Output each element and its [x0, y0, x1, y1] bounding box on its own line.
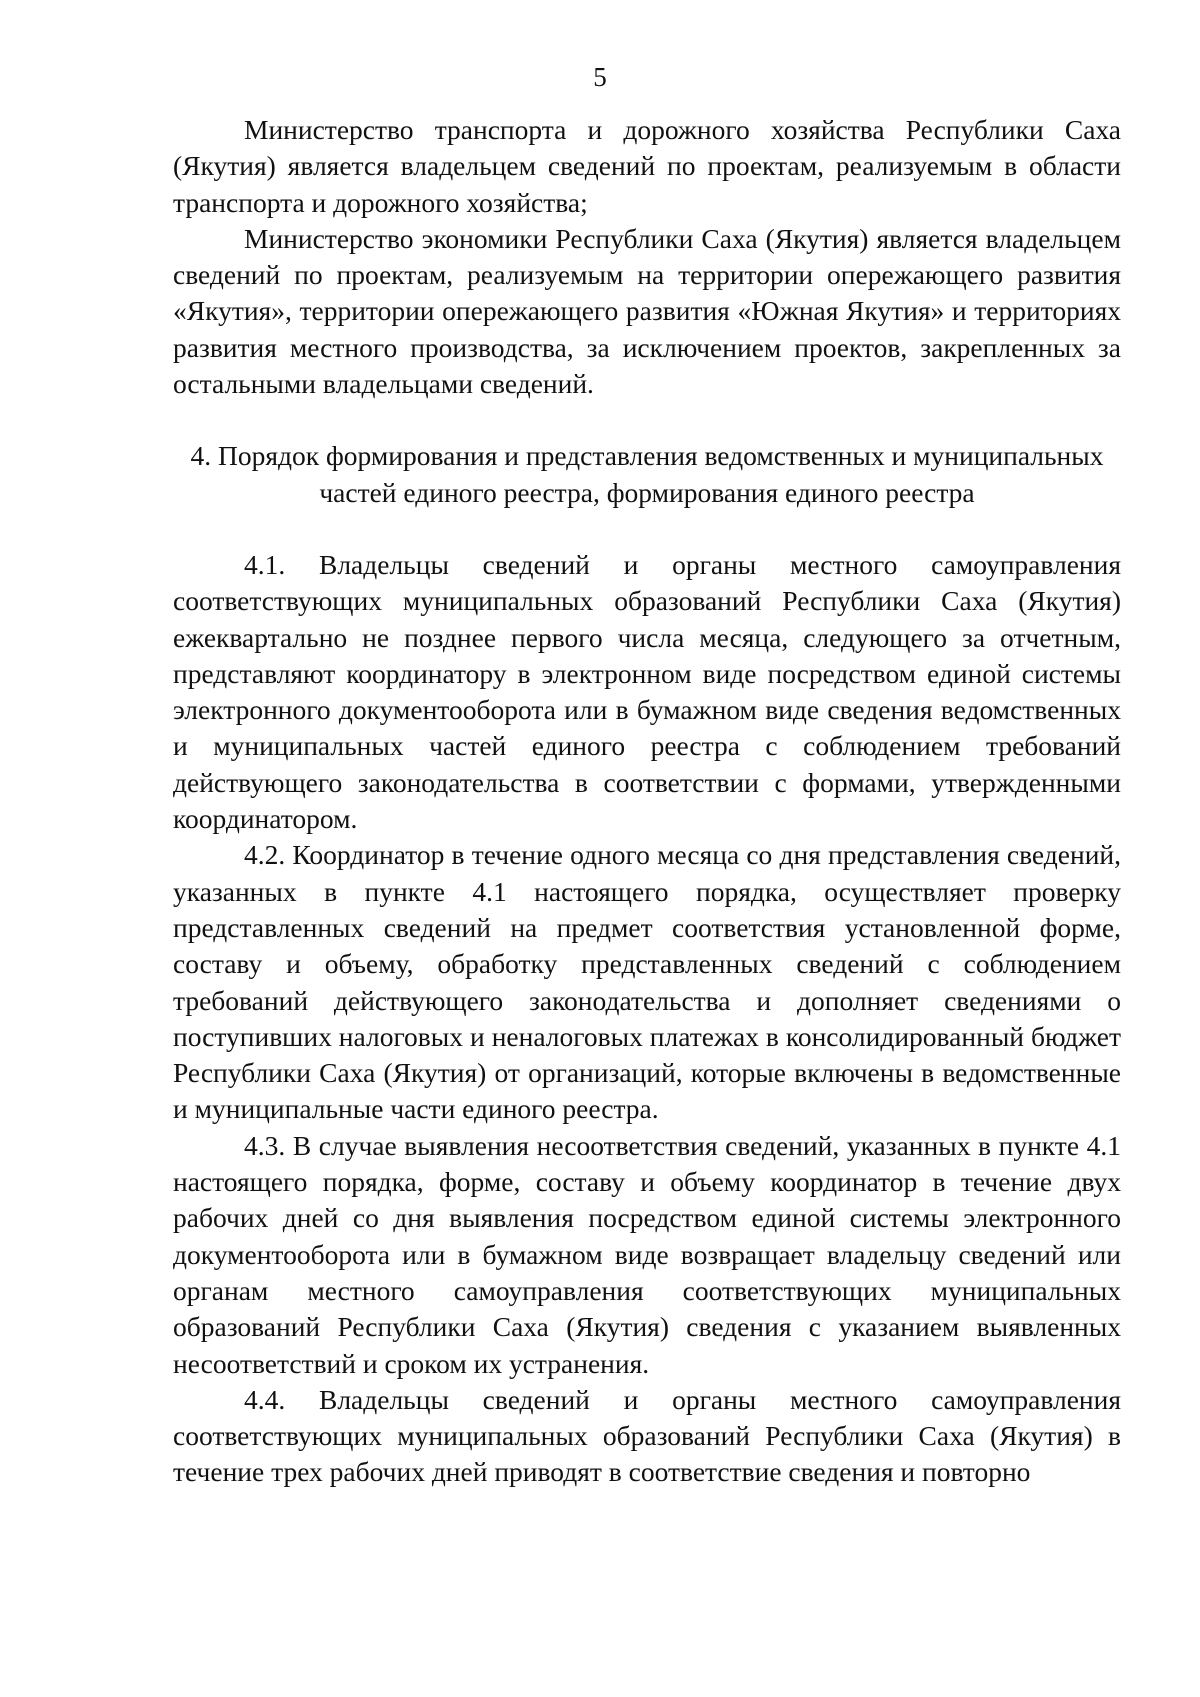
- section-heading: 4. Порядок формирования и представления ведомственных и муниципальных частей единого реестра, формирования единого реестра: [190, 440, 1104, 508]
- paragraph-4-3: 4.3. В случае выявления несоответствия сведений, указанных в пункте 4.1 настоящего порядка, форме, составу и объему координатор в течение двух рабочих дней со дня выявления посредством единой системы электронного документооборота или в бумажном виде возвращает владельцу сведений или органам местного самоуправления соответствующих муниципальных образований Республики Саха (Якутия) сведения с указанием выявленных несоответствий и сроком их устранения.: [173, 1129, 1121, 1379]
- document-body: [173, 112, 1121, 1491]
- paragraph-economy-ministry: Министерство экономики Республики Саха (Якутия) является владельцем сведений по проектам, реализуемым на территории опережающего развития «Якутия», территории опережающего развития «Южная Якутия» и территориях развития местного производства, за исключением проектов, закрепленных за остальными владельцами сведений.: [173, 222, 1121, 400]
- paragraph-4-2: 4.2. Координатор в течение одного месяца со дня представления сведений, указанных в пункте 4.1 настоящего порядка, осуществляет проверку представленных сведений на предмет соответствия установленной форме, составу и объему, обработку представленных сведений с соблюдением требований действующего законодательства и дополняет сведениями о поступивших налоговых и неналоговых платежах в консолидированный бюджет Республики Саха (Якутия) от организаций, которые включены в ведомственные и муниципальные части единого реестра.: [173, 839, 1121, 1125]
- paragraph-transport-ministry: Министерство транспорта и дорожного хозяйства Республики Саха (Якутия) является владельцем сведений по проектам, реализуемым в области транспорта и дорожного хозяйства;: [173, 114, 1121, 218]
- page-number: 5: [593, 62, 607, 92]
- paragraph-4-4: 4.4. Владельцы сведений и органы местного самоуправления соответствующих муниципальных образований Республики Саха (Якутия) в течение трех рабочих дней приводят в соответствие сведения и повторно: [173, 1383, 1121, 1488]
- paragraph-4-1: 4.1. Владельцы сведений и органы местного самоуправления соответствующих муниципальных образований Республики Саха (Якутия) ежеквартально не позднее первого числа месяца, следующего за отчетным, представляют координатору в электронном виде посредством единой системы электронного документооборота или в бумажном виде сведения ведомственных и муниципальных частей единого реестра с соблюдением требований действующего законодательства в соответствии с формами, утвержденными координатором.: [173, 548, 1121, 835]
